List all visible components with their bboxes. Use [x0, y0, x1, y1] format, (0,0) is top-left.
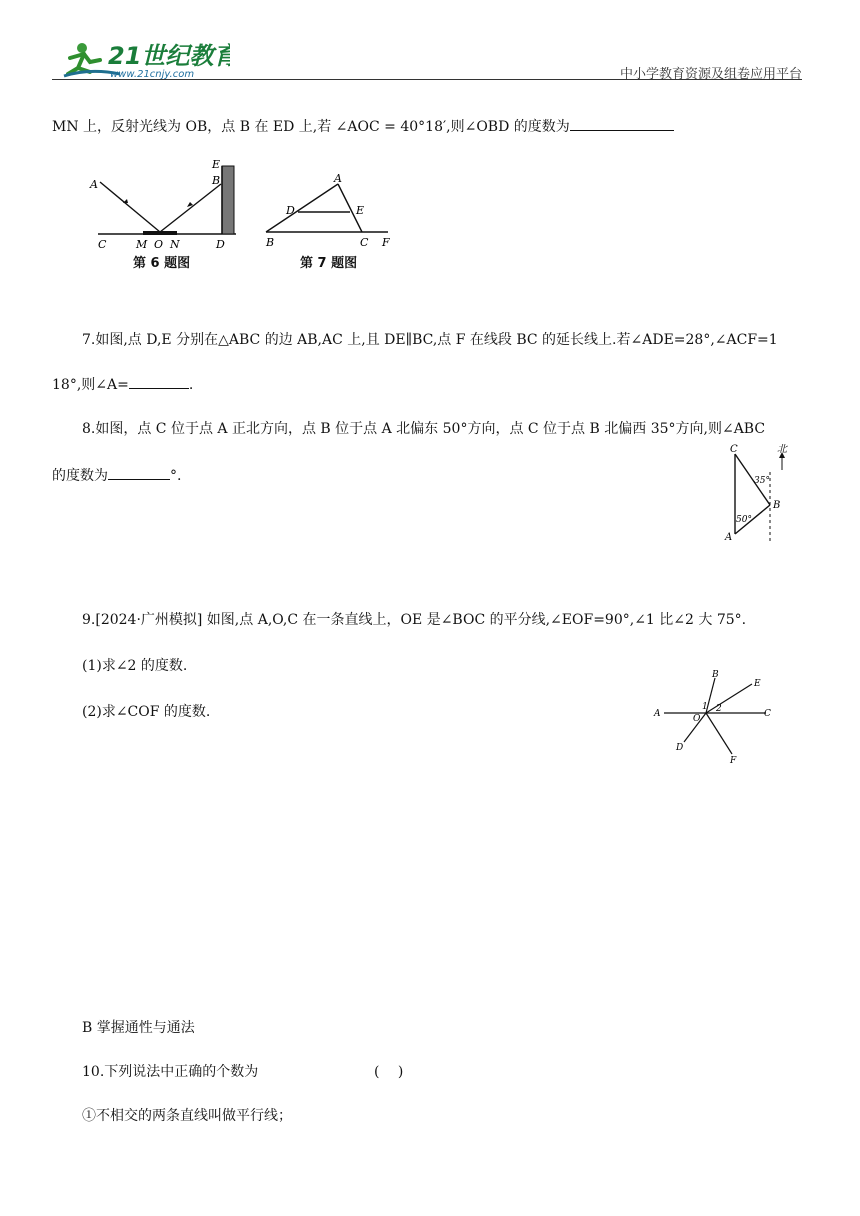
q9-sub2: (2)求∠COF 的度数. [82, 704, 211, 720]
svg-text:B: B [212, 174, 221, 187]
q8-line1: 8.如图，点 C 位于点 A 正北方向，点 B 位于点 A 北偏东 50°方向，点 C 位于点 B 北偏西 35°方向,则∠ABC [82, 421, 766, 437]
svg-text:C: C [360, 236, 369, 249]
q6-line: MN 上，反射光线为 OB，点 B 在 ED 上,若 ∠AOC = 40°18′,则∠OBD 的度数为 [52, 119, 570, 135]
svg-text:50°: 50° [736, 515, 752, 525]
q6-answer-blank[interactable] [570, 116, 674, 131]
svg-text:D: D [286, 204, 295, 217]
q7-answer-blank[interactable] [129, 374, 189, 389]
q8-answer-blank[interactable] [108, 465, 170, 480]
svg-text:35°: 35° [754, 476, 770, 486]
svg-text:A: A [725, 532, 733, 543]
figure-9 [648, 668, 780, 768]
figure-6-caption: 第 6 题图 [133, 256, 191, 271]
site-logo [60, 38, 230, 82]
svg-text:N: N [170, 238, 180, 251]
svg-text:O: O [154, 238, 164, 251]
site-title: 中小学教育资源及组卷应用平台 [619, 67, 802, 82]
svg-text:C: C [98, 238, 107, 251]
svg-text:D: D [216, 238, 225, 251]
svg-text:A: A [90, 178, 98, 191]
q6-text [52, 116, 674, 137]
q7-line2: 18°,则∠A= . [52, 374, 193, 395]
svg-text:D: D [676, 743, 684, 753]
header-divider [52, 79, 802, 80]
q10-line: 10.下列说法中正确的个数为 [82, 1064, 259, 1080]
svg-text:B: B [266, 236, 275, 249]
svg-text:E: E [356, 204, 365, 217]
svg-text:A: A [654, 709, 661, 719]
svg-text:2: 2 [716, 704, 722, 714]
q10-answer-bracket[interactable]: ( ) [374, 1064, 404, 1080]
svg-text:C: C [764, 709, 771, 719]
svg-text:M: M [136, 238, 148, 251]
svg-text:A: A [334, 172, 342, 185]
q9-sub1: (1)求∠2 的度数. [82, 658, 188, 674]
q7-line1: 7.如图,点 D,E 分别在△ABC 的边 AB,AC 上,且 DE∥BC,点 F 在线段 BC 的延长线上.若∠ADE=28°,∠ACF=1 [82, 332, 778, 348]
logo-url: www.21cnjy.com [110, 69, 195, 80]
q10-item-1: ①不相交的两条直线叫做平行线； [82, 1108, 292, 1124]
svg-text:北: 北 [777, 444, 787, 455]
svg-text:E: E [212, 158, 221, 171]
svg-text:F: F [730, 756, 737, 766]
svg-text:1: 1 [702, 702, 708, 712]
q9-line1: 9.[2024·广州模拟] 如图,点 A,O,C 在一条直线上，OE 是∠BOC 的平分线,∠EOF=90°,∠1 比∠2 大 75°. [82, 612, 747, 628]
svg-text:C: C [730, 444, 738, 455]
q8-line2: 的度数为 °. [52, 465, 181, 486]
svg-text:B: B [712, 670, 719, 680]
svg-text:F: F [382, 236, 390, 249]
figure-7-caption: 第 7 题图 [300, 256, 358, 271]
logo-text: 21世纪教育 [108, 42, 230, 70]
figure-8 [720, 438, 792, 546]
figure-7 [262, 170, 392, 250]
svg-text:B: B [773, 500, 781, 511]
svg-text:O: O [693, 714, 701, 724]
section-b-heading: B 掌握通性与通法 [82, 1020, 195, 1036]
svg-text:E: E [754, 679, 761, 689]
